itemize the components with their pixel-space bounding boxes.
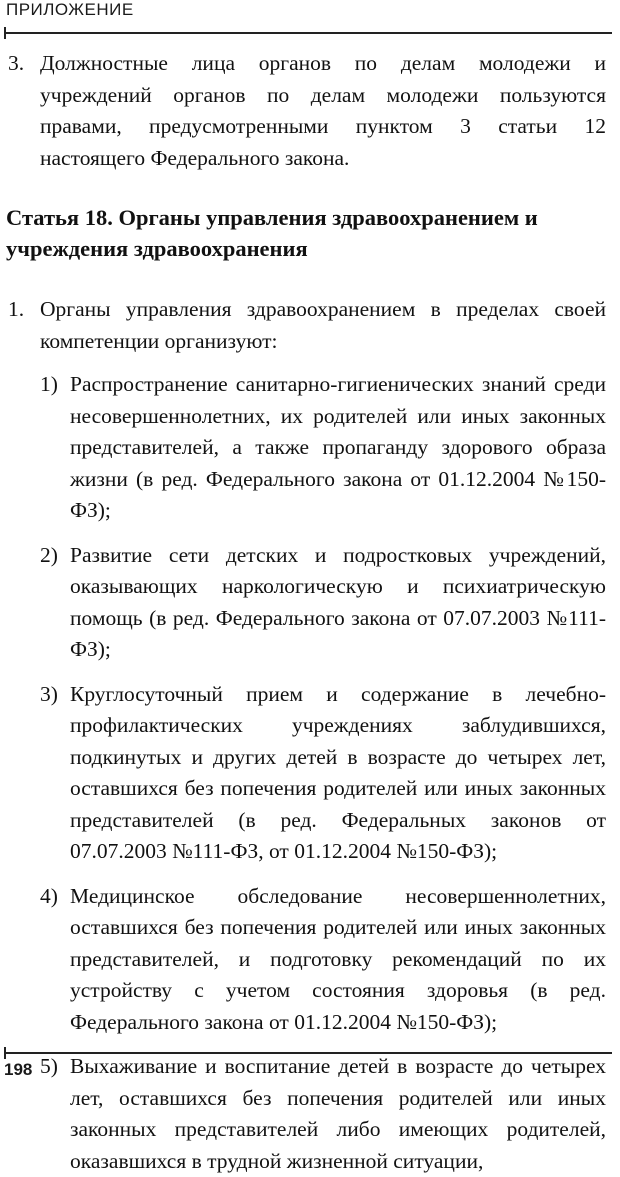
page-body — [0, 48, 620, 1177]
list-item-text: Медицинское обследование несовершеннолетних, оставшихся без попечения родителей или иных законных представителей, и подготовку рекомендаций по их устройству с учетом состояния здоровья (в ред. Федерального закона от 01.12.2004 №150-ФЗ); — [70, 883, 606, 1034]
list-item-text: Распространение санитарно-гигиенических знаний среди несовершеннолетних, их родителей или иных законных представителей, а также пропаганду здорового образа жизни (в ред. Федерального закона от 01.12.2004 №150-ФЗ); — [70, 372, 606, 522]
page-number: 198 — [4, 1060, 33, 1079]
running-head: ПРИЛОЖЕНИЕ — [6, 0, 134, 19]
list-item-number: 4) — [40, 883, 58, 908]
paragraph-text: Должностные лица органов по делам молодежи и учреждений органов по делам молодежи пользуются правами, предусмотренными пунктом 3 статьи 12 настоящего Федерального закона. — [40, 51, 606, 170]
list-item-text: Круглосуточный прием и содержание в лечебно-профилактических учреждениях заблудившихся, подкинутых и других детей в возрасте до четырех лет, оставшихся без попечения родителей или иных законных представителей (в ред. Федеральных законов от 07.07.2003 №111-ФЗ, от 01.12.2004 №150-ФЗ); — [70, 681, 606, 863]
list-item — [0, 679, 606, 868]
article-heading: Статья 18. Органы управления здравоохранением и учреждения здравоохранения — [6, 205, 538, 261]
list-item-number: 1) — [40, 372, 58, 396]
list-item-number: 3) — [40, 681, 58, 706]
list-item-text: Выхаживание и воспитание детей в возрасте до четырех лет, оставшихся без попечения родителей или иных законных представителей либо имеющих родителей, оказавшихся в трудной жизненной ситуации, — [70, 1054, 606, 1173]
list-item-text: Развитие сети детских и подростковых учреждений, оказывающих наркологическую и психиатрическую помощь (в ред. Федерального закона от 07.07.2003 №111-ФЗ); — [70, 542, 606, 661]
list-item — [0, 540, 606, 666]
paragraph-1 — [0, 294, 606, 357]
paragraph-number: 3. — [8, 51, 25, 75]
paragraph-text: Органы управления здравоохранением в пределах своей компетенции организуют: — [40, 297, 606, 353]
list-item — [0, 881, 606, 1039]
list-item-number: 2) — [40, 542, 58, 567]
top-rule — [4, 32, 612, 34]
paragraph-number: 1. — [8, 297, 25, 321]
top-rule-tick — [4, 27, 6, 39]
list-item — [0, 369, 606, 527]
bottom-rule — [4, 1052, 612, 1054]
list-item — [0, 1051, 606, 1177]
paragraph-3 — [0, 48, 606, 174]
bottom-rule-tick — [4, 1047, 6, 1059]
list-item-number: 5) — [40, 1054, 58, 1078]
